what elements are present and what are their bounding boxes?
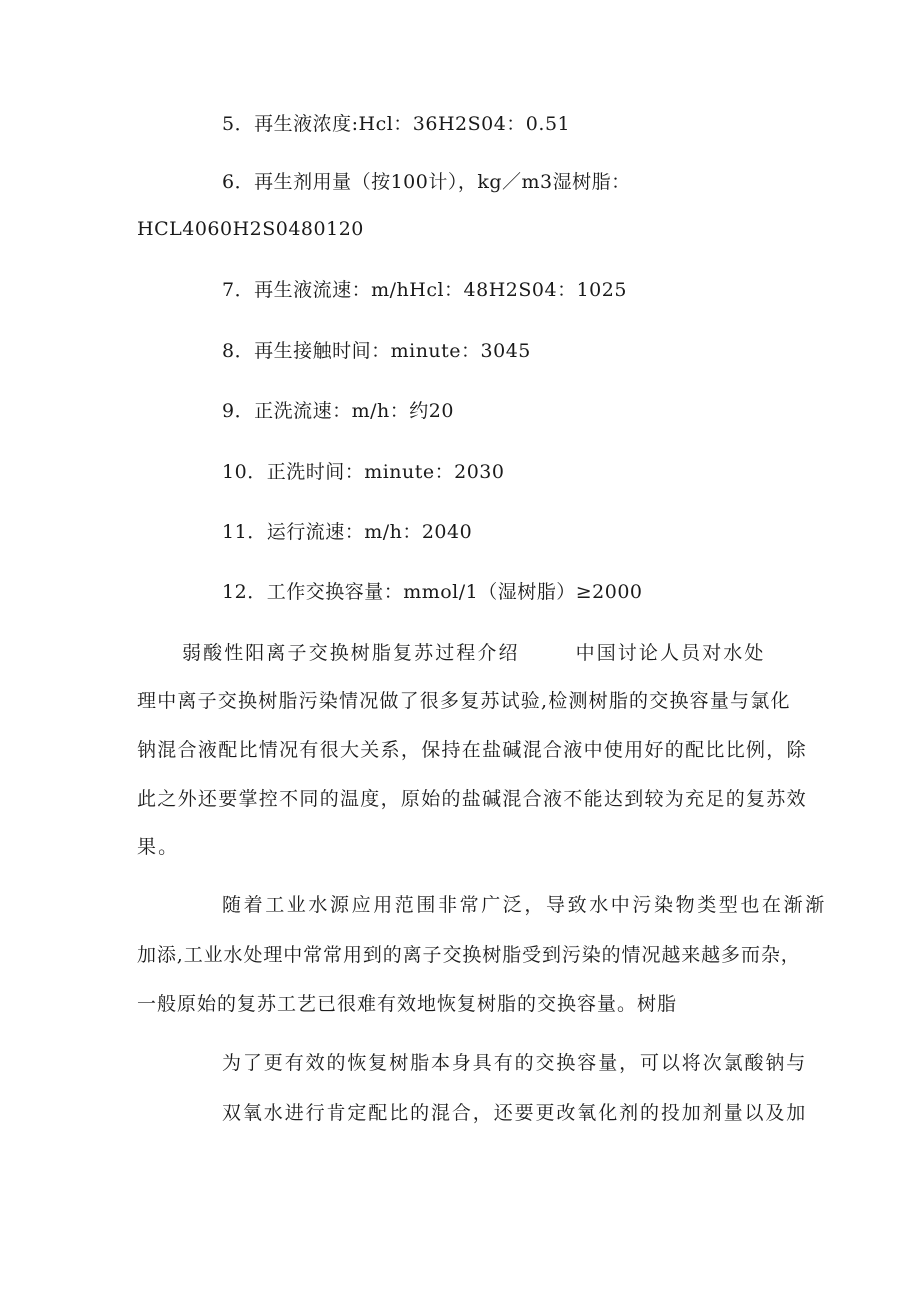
section-heading: 弱酸性阳离子交换树脂复苏过程介绍 [182, 642, 520, 664]
list-item-6-continuation [137, 217, 364, 241]
paragraph3-line-2 [222, 1101, 807, 1125]
section-line-1 [137, 689, 791, 713]
list-item-7 [222, 278, 627, 302]
list-continuation-text: HCL4060H2S0480120 [137, 218, 364, 240]
paragraph-text: 果。 [137, 836, 180, 858]
list-item-9 [222, 399, 454, 423]
list-text: ．正洗流速：m/h：约20 [234, 400, 454, 422]
list-text: ．工作交换容量：mmol/1（湿树脂）≥2000 [247, 581, 643, 603]
paragraph-text: 钠混合液配比情况有很大关系，保持在盐碱混合液中使用好的配比比例，除 [137, 739, 807, 761]
list-number: 9 [222, 400, 235, 422]
list-item-5 [222, 112, 570, 136]
list-item-11 [222, 520, 472, 544]
list-text: ．再生液浓度:Hcl：36H2S04：0.51 [234, 113, 571, 135]
paragraph-text: 随着工业水源应用范围非常广泛，导致水中污染物类型也在渐渐 [222, 894, 827, 916]
list-text: ．再生剂用量（按100计），kg／m3湿树脂： [234, 171, 631, 193]
list-number: 12 [222, 581, 248, 603]
list-number: 8 [222, 340, 235, 362]
list-text: ．再生接触时间：minute：3045 [234, 340, 531, 362]
paragraph2-line-1 [222, 893, 827, 917]
list-number: 11 [222, 521, 248, 543]
paragraph-text: 加添,工业水处理中常常用到的离子交换树脂受到污染的情况越来越多而杂， [137, 944, 801, 966]
list-number: 10 [222, 461, 248, 483]
list-text: ．再生液流速：m/hHcl：48H2S04：1025 [234, 279, 627, 301]
list-number: 6 [222, 171, 235, 193]
paragraph-text: 一般原始的复苏工艺已很难有效地恢复树脂的交换容量。树脂 [137, 993, 678, 1015]
list-number: 5 [222, 113, 235, 135]
section-heading-line [182, 641, 766, 665]
list-text: ．运行流速：m/h：2040 [247, 521, 473, 543]
section-line-2 [137, 738, 807, 762]
section-line-4 [137, 835, 179, 859]
list-item-12 [222, 580, 643, 604]
section-lead: 中国讨论人员对水处 [575, 642, 766, 664]
section-line-3 [137, 787, 807, 811]
paragraph-text: 为了更有效的恢复树脂本身具有的交换容量，可以将次氯酸钠与 [222, 1052, 808, 1074]
paragraph-text: 理中离子交换树脂污染情况做了很多复苏试验,检测树脂的交换容量与氯化 [137, 690, 791, 712]
list-text: ．正洗时间：minute：2030 [247, 461, 505, 483]
paragraph2-line-2 [137, 943, 801, 967]
list-item-8 [222, 339, 531, 363]
paragraph3-line-1 [222, 1051, 807, 1075]
list-item-10 [222, 460, 505, 484]
paragraph-text: 双氧水进行肯定配比的混合，还要更改氧化剂的投加剂量以及加 [222, 1102, 808, 1124]
list-number: 7 [222, 279, 235, 301]
paragraph2-line-3 [137, 992, 677, 1016]
paragraph-text: 此之外还要掌控不同的温度，原始的盐碱混合液不能达到较为充足的复苏效 [137, 788, 807, 810]
list-item-6 [222, 170, 631, 194]
